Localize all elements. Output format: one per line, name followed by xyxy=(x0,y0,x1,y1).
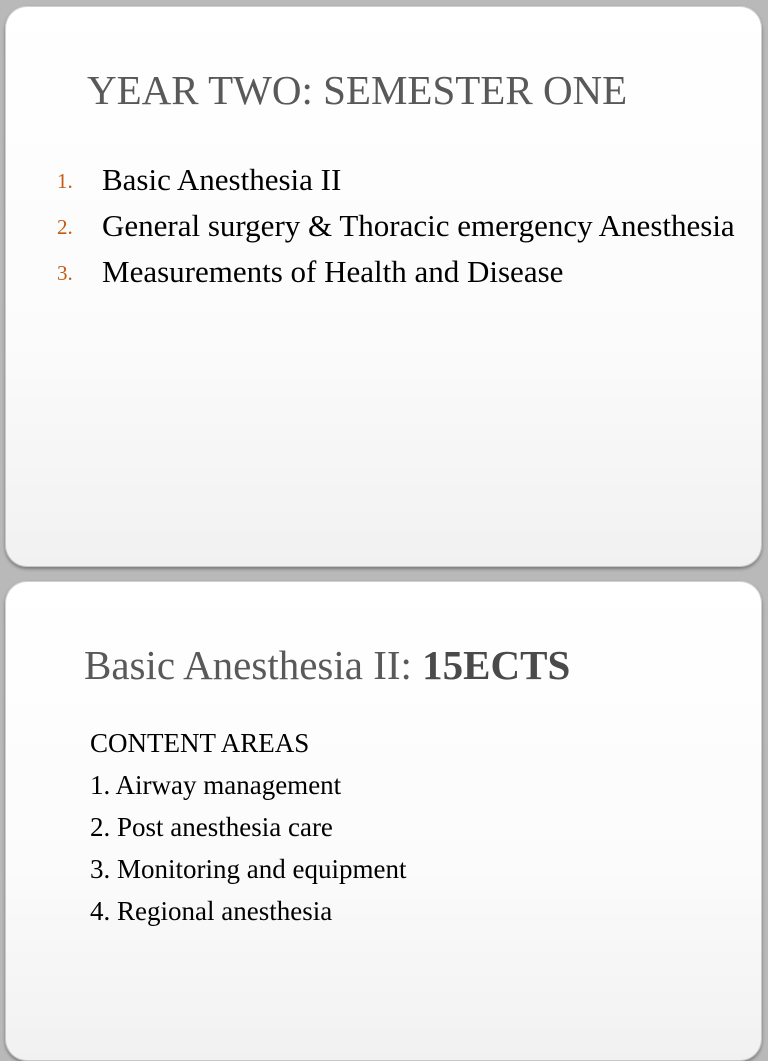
list-number: 3. xyxy=(57,261,73,285)
slide-title: YEAR TWO: SEMESTER ONE xyxy=(87,67,628,113)
content-heading: CONTENT AREAS xyxy=(90,728,310,758)
title-emphasis: 15ECTS xyxy=(422,642,571,688)
slide-title xyxy=(84,641,570,689)
list-item xyxy=(57,158,737,201)
title-main: Basic Anesthesia II: xyxy=(84,642,423,688)
list-item-text: General surgery & Thoracic emergency Anesthesia xyxy=(102,208,735,243)
list-item-text: Measurements of Health and Disease xyxy=(102,254,564,289)
list-item: 4. Regional anesthesia xyxy=(90,896,333,926)
slide-basic-anesthesia xyxy=(5,581,762,1061)
list-number: 1. xyxy=(57,169,73,193)
list-item: 1. Airway management xyxy=(90,770,342,800)
list-item xyxy=(57,250,737,293)
list-item xyxy=(57,204,737,247)
list-item: 2. Post anesthesia care xyxy=(90,812,333,842)
list-number: 2. xyxy=(57,215,73,239)
slide-year-two-semester-one xyxy=(5,6,762,567)
course-list xyxy=(57,158,737,296)
list-item-text: Basic Anesthesia II xyxy=(102,162,342,197)
list-item: 3. Monitoring and equipment xyxy=(90,854,407,884)
content-areas-list xyxy=(90,722,406,932)
